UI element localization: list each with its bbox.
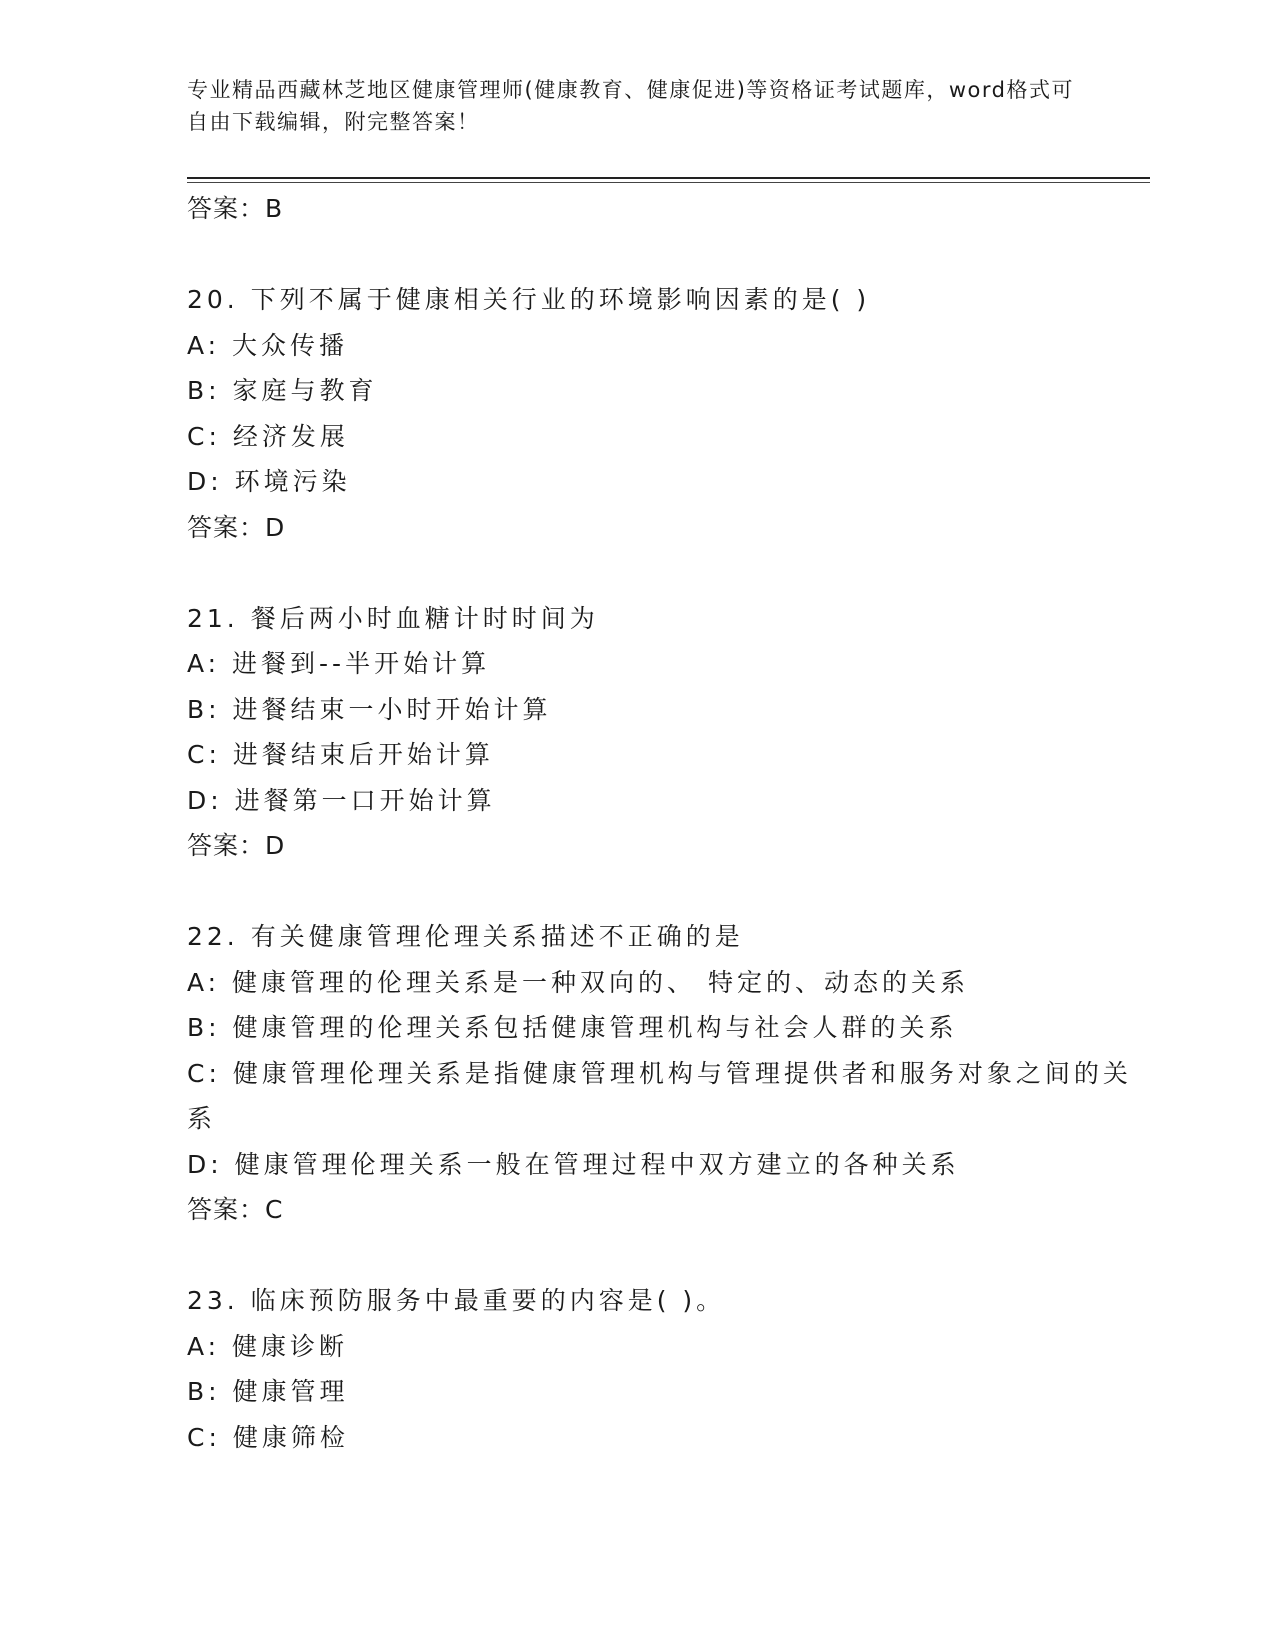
option-a: A: 进餐到--半开始计算 — [187, 649, 491, 678]
header-rule-thin — [187, 182, 1150, 183]
document-header: 专业精品西藏林芝地区健康管理师(健康教育、健康促进)等资格证考试题库，word格式可自由下载编辑，附完整答案！ — [187, 78, 1075, 134]
option-a: A: 大众传播 — [187, 330, 349, 360]
answer-line: 答案：B — [187, 194, 284, 223]
header-rule-thick — [187, 177, 1150, 179]
question-stem: 23. 临床预防服务中最重要的内容是( )。 — [187, 1286, 726, 1315]
option-d: D: 环境污染 — [187, 467, 351, 496]
option-d: D: 健康管理伦理关系一般在管理过程中双方建立的各种关系 — [187, 1149, 960, 1179]
option-a: A: 健康诊断 — [187, 1331, 349, 1361]
option-b: B: 健康管理的伦理关系包括健康管理机构与社会人群的关系 — [187, 1013, 958, 1042]
option-c: C: 进餐结束后开始计算 — [187, 740, 494, 769]
answer-line: 答案：C — [187, 1195, 284, 1224]
question-stem: 22. 有关健康管理伦理关系描述不正确的是 — [187, 922, 744, 951]
question-list — [187, 186, 1137, 1460]
question-stem: 21. 餐后两小时血糖计时时间为 — [187, 603, 599, 633]
option-a: A: 健康管理的伦理关系是一种双向的、 特定的、动态的关系 — [187, 967, 969, 997]
answer-line: 答案：D — [187, 831, 286, 860]
option-d: D: 进餐第一口开始计算 — [187, 785, 496, 815]
option-c: C: 经济发展 — [187, 421, 349, 451]
option-b: B: 家庭与教育 — [187, 376, 378, 405]
option-c: C: 健康筛检 — [187, 1422, 349, 1452]
option-b: B: 健康管理 — [187, 1377, 349, 1406]
option-b: B: 进餐结束一小时开始计算 — [187, 694, 552, 724]
option-c: C: 健康管理伦理关系是指健康管理机构与管理提供者和服务对象之间的关系 — [187, 1058, 1132, 1133]
question-stem: 20. 下列不属于健康相关行业的环境影响因素的是( ) — [187, 285, 871, 314]
answer-line: 答案：D — [187, 512, 286, 542]
